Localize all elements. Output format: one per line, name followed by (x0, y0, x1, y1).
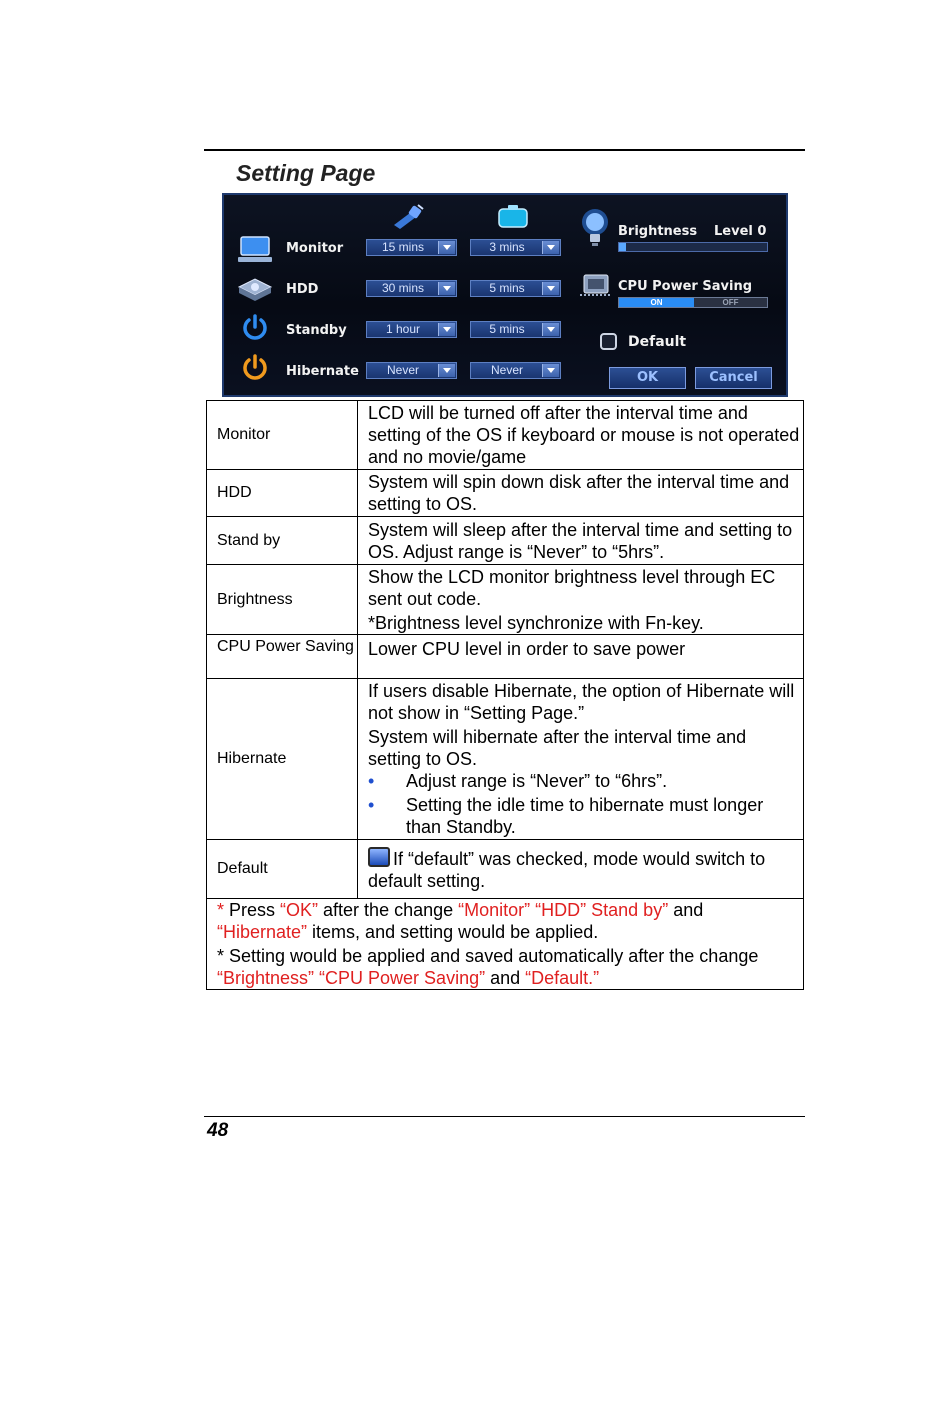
row-key: HDD (207, 470, 358, 517)
chevron-down-icon[interactable] (542, 364, 559, 377)
default-label: Default (628, 334, 687, 350)
hdd-icon (236, 275, 274, 305)
header-rule (204, 149, 805, 151)
row-description: System will sleep after the interval time and setting to OS. Adjust range is “Never” to “5hrs”. (358, 517, 804, 565)
cpu-power-saving-toggle[interactable] (618, 297, 768, 308)
note-line-4: “Brightness” “CPU Power Saving” and “Default.” (217, 968, 600, 988)
brightness-slider[interactable] (618, 242, 768, 252)
page-number: 48 (207, 1120, 229, 1141)
default-checkbox-icon (368, 847, 390, 867)
list-item: • Adjust range is “Never” to “6hrs”. (368, 770, 803, 792)
row-key: Stand by (207, 517, 358, 565)
chevron-down-icon[interactable] (438, 282, 455, 295)
chevron-down-icon[interactable] (438, 364, 455, 377)
table-row (207, 470, 804, 517)
note-line-2: “Hibernate” items, and setting would be applied. (217, 922, 599, 942)
table-row (207, 565, 804, 635)
chevron-down-icon[interactable] (438, 323, 455, 336)
battery-icon (496, 203, 530, 231)
hibernate-dc-select[interactable]: Never (470, 362, 561, 379)
cancel-button[interactable]: Cancel (695, 367, 772, 389)
chevron-down-icon[interactable] (438, 241, 455, 254)
hdd-ac-select[interactable]: 30 mins (366, 280, 457, 297)
row-description: LCD will be turned off after the interval time and setting of the OS if keyboard or mouse is not operated and no movie/game (358, 401, 804, 470)
table-row (207, 517, 804, 565)
row-label-monitor: Monitor (286, 241, 344, 256)
note-line-1: * Press “OK” after the change “Monitor” “HDD” Stand by” and (217, 900, 704, 920)
table-note-row (207, 899, 804, 990)
table-note (207, 899, 804, 990)
cpu-on-segment[interactable]: ON (619, 298, 694, 307)
default-checkbox[interactable] (600, 333, 617, 350)
row-description: System will spin down disk after the interval time and setting to OS. (358, 470, 804, 517)
row-key: CPU Power Saving (207, 635, 358, 679)
standby-dc-select[interactable]: 5 mins (470, 321, 561, 338)
row-description: If “default” was checked, mode would switch to default setting. (358, 840, 804, 899)
hdd-dc-select[interactable]: 5 mins (470, 280, 561, 297)
setting-page-panel (222, 193, 788, 397)
standby-ac-select[interactable]: 1 hour (366, 321, 457, 338)
cpu-icon (578, 271, 614, 299)
chevron-down-icon[interactable] (542, 282, 559, 295)
settings-description-table (206, 400, 804, 990)
standby-icon (240, 313, 270, 343)
footer-rule (204, 1116, 805, 1117)
hibernate-icon (240, 353, 270, 383)
row-key: Monitor (207, 401, 358, 470)
row-description: Lower CPU level in order to save power (358, 635, 804, 679)
row-label-hibernate: Hibernate (286, 364, 359, 379)
row-key: Hibernate (207, 679, 358, 840)
monitor-icon (236, 235, 274, 265)
cpu-power-saving-label: CPU Power Saving (618, 279, 752, 294)
hibernate-ac-select[interactable]: Never (366, 362, 457, 379)
lightbulb-icon (580, 207, 610, 249)
list-item: • Setting the idle time to hibernate must longer than Standby. (368, 794, 803, 838)
monitor-dc-select[interactable]: 3 mins (470, 239, 561, 256)
cpu-off-segment[interactable]: OFF (722, 298, 739, 307)
brightness-slider-fill (619, 243, 626, 251)
chevron-down-icon[interactable] (542, 241, 559, 254)
section-title: Setting Page (236, 160, 376, 186)
table-row (207, 401, 804, 470)
bullet-list (368, 770, 803, 838)
table-row (207, 635, 804, 679)
ok-button[interactable]: OK (609, 367, 686, 389)
row-description: Show the LCD monitor brightness level through EC sent out code. *Brightness level synchronize with Fn-key. (358, 565, 804, 635)
chevron-down-icon[interactable] (542, 323, 559, 336)
row-key: Default (207, 840, 358, 899)
ac-power-icon (390, 203, 426, 231)
table-row (207, 840, 804, 899)
row-label-standby: Standby (286, 323, 347, 338)
monitor-ac-select[interactable]: 15 mins (366, 239, 457, 256)
row-description: If users disable Hibernate, the option of Hibernate will not show in “Setting Page.” System will hibernate after the interval time and setting to OS. • Adjust range is “Never” to “6hrs”. • Setting the idle time to hibernate must longer than Standby. (358, 679, 804, 840)
row-label-hdd: HDD (286, 282, 319, 297)
note-line-3: * Setting would be applied and saved automatically after the change (217, 946, 759, 966)
brightness-level: Level 0 (714, 224, 767, 239)
row-key: Brightness (207, 565, 358, 635)
table-row (207, 679, 804, 840)
brightness-label: Brightness (618, 224, 698, 239)
